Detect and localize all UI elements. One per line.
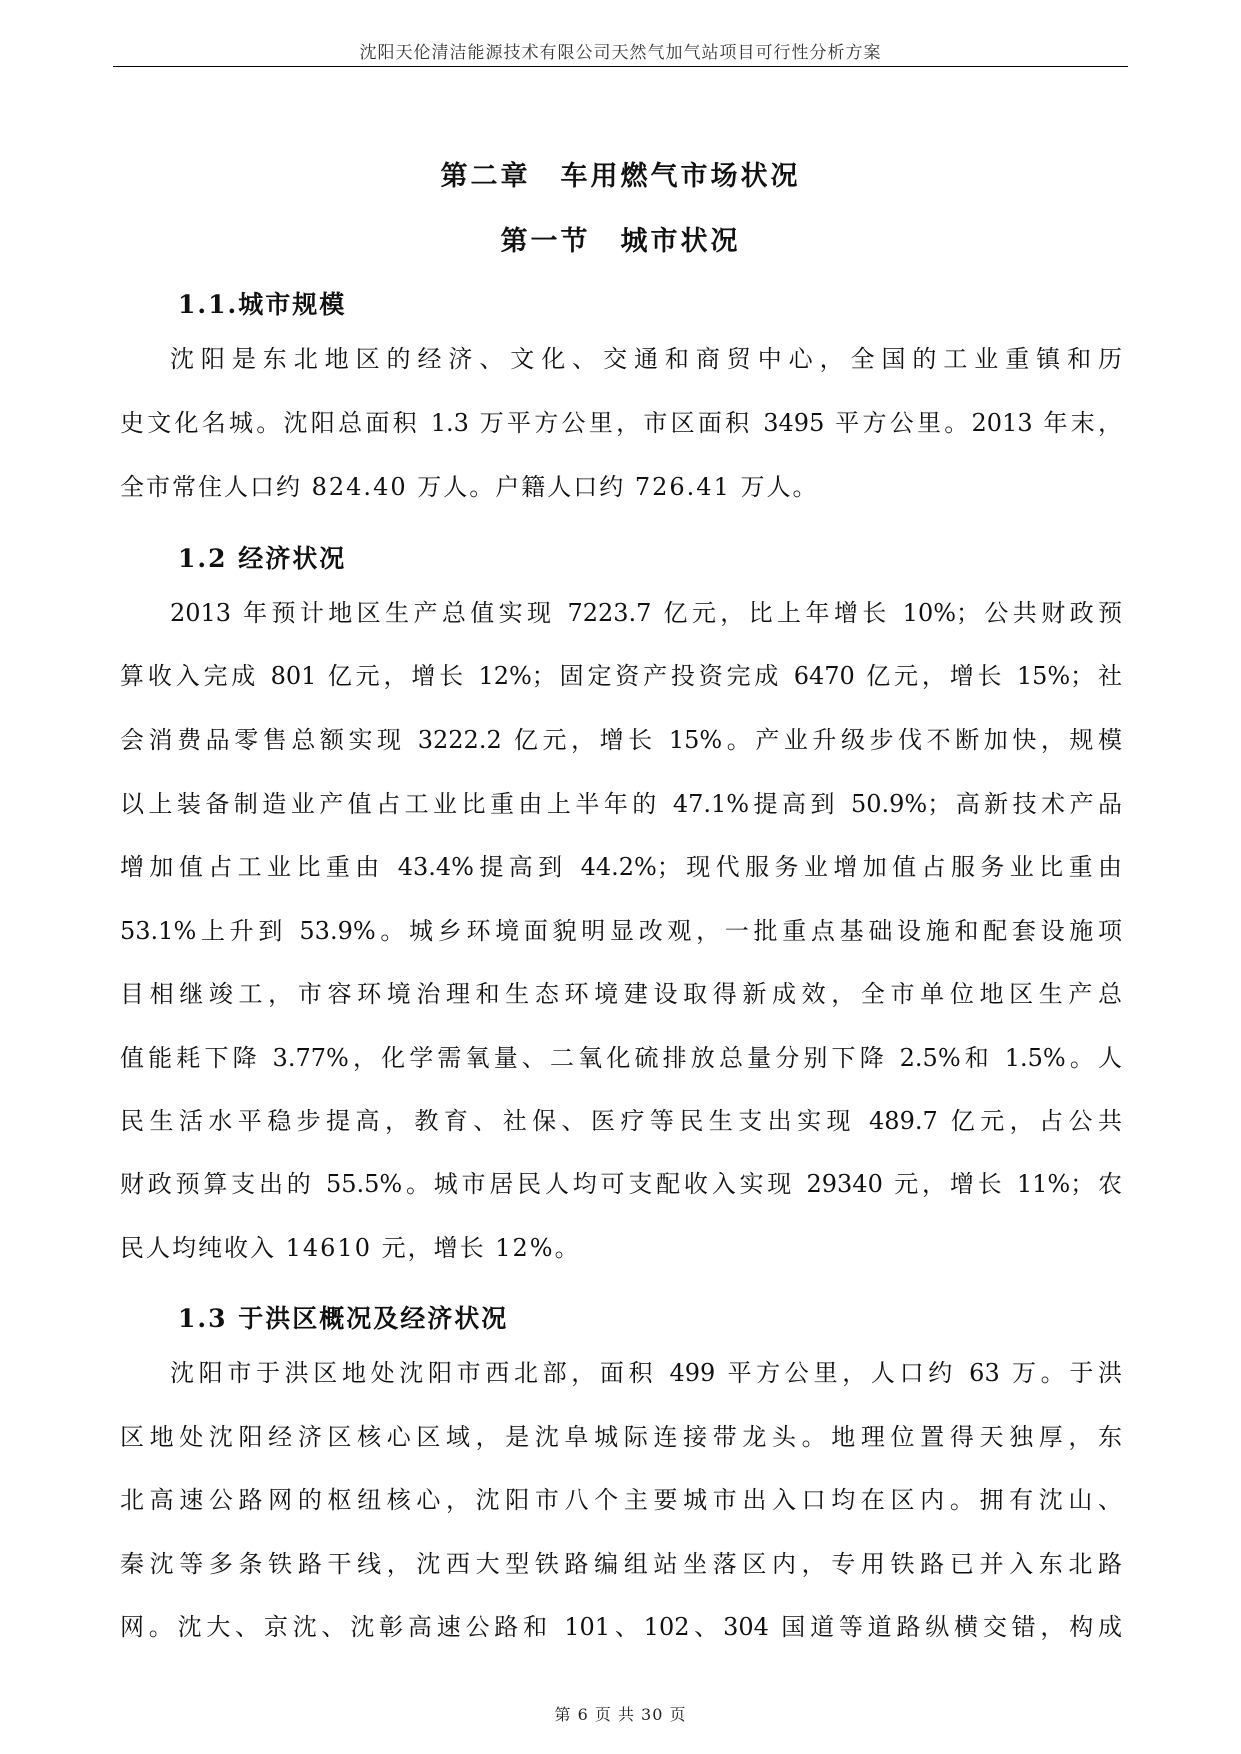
paragraph-line: 财政预算支出的 55.5%。城市居民人均可支配收入实现 29340 元，增长 11%；农 (120, 1170, 1122, 1198)
paragraph-line: 网。沈大、京沈、沈彰高速公路和 101、102、304 国道等道路纵横交错，构成 (120, 1613, 1122, 1641)
header-rule (113, 66, 1128, 67)
running-header: 沈阳天伦清洁能源技术有限公司天然气加气站项目可行性分析方案 (359, 43, 882, 63)
paragraph-line: 沈阳是东北地区的经济、文化、交通和商贸中心，全国的工业重镇和历 (170, 345, 1122, 373)
paragraph-line: 值能耗下降 3.77%，化学需氧量、二氧化硫排放总量分别下降 2.5%和 1.5%。人 (120, 1044, 1122, 1072)
paragraph-line: 民生活水平稳步提高，教育、社保、医疗等民生支出实现 489.7 亿元，占公共 (120, 1107, 1122, 1135)
section-title: 第一节 城市状况 (500, 226, 741, 257)
page-number: 第 6 页 共 30 页 (554, 1705, 687, 1724)
subsection-heading-yuhong-district: 1.3 于洪区概况及经济状况 (178, 1304, 509, 1333)
paragraph-line: 2013 年预计地区生产总值实现 7223.7 亿元，比上年增长 10%；公共财政预 (170, 599, 1122, 627)
paragraph-line: 北高速公路网的枢纽核心，沈阳市八个主要城市出入口均在区内。拥有沈山、 (120, 1486, 1122, 1514)
paragraph-line: 区地处沈阳经济区核心区域，是沈阜城际连接带龙头。地理位置得天独厚，东 (120, 1423, 1122, 1451)
subsection-heading-economy: 1.2 经济状况 (178, 544, 347, 573)
chapter-title: 第二章 车用燃气市场状况 (440, 161, 801, 192)
paragraph-line: 全市常住人口约 824.40 万人。户籍人口约 726.41 万人。 (120, 473, 819, 501)
paragraph-line: 民人均纯收入 14610 元，增长 12%。 (120, 1234, 581, 1262)
paragraph-line: 算收入完成 801 亿元，增长 12%；固定资产投资完成 6470 亿元，增长 15%；社 (120, 662, 1122, 690)
paragraph-line: 以上装备制造业产值占工业比重由上半年的 47.1%提高到 50.9%；高新技术产品 (120, 790, 1122, 818)
paragraph-line: 目相继竣工，市容环境治理和生态环境建设取得新成效，全市单位地区生产总 (120, 980, 1122, 1008)
paragraph-line: 增加值占工业比重由 43.4%提高到 44.2%；现代服务业增加值占服务业比重由 (120, 853, 1122, 881)
paragraph-line: 秦沈等多条铁路干线，沈西大型铁路编组站坐落区内，专用铁路已并入东北路 (120, 1550, 1122, 1578)
paragraph-line: 沈阳市于洪区地处沈阳市西北部，面积 499 平方公里，人口约 63 万。于洪 (170, 1359, 1122, 1387)
paragraph-line: 史文化名城。沈阳总面积 1.3 万平方公里，市区面积 3495 平方公里。2013 年末， (120, 409, 1122, 437)
paragraph-line: 53.1%上升到 53.9%。城乡环境面貌明显改观，一批重点基础设施和配套设施项 (120, 917, 1122, 945)
paragraph-line: 会消费品零售总额实现 3222.2 亿元，增长 15%。产业升级步伐不断加快，规模 (120, 726, 1122, 754)
subsection-heading-city-scale: 1.1.城市规模 (178, 290, 347, 319)
